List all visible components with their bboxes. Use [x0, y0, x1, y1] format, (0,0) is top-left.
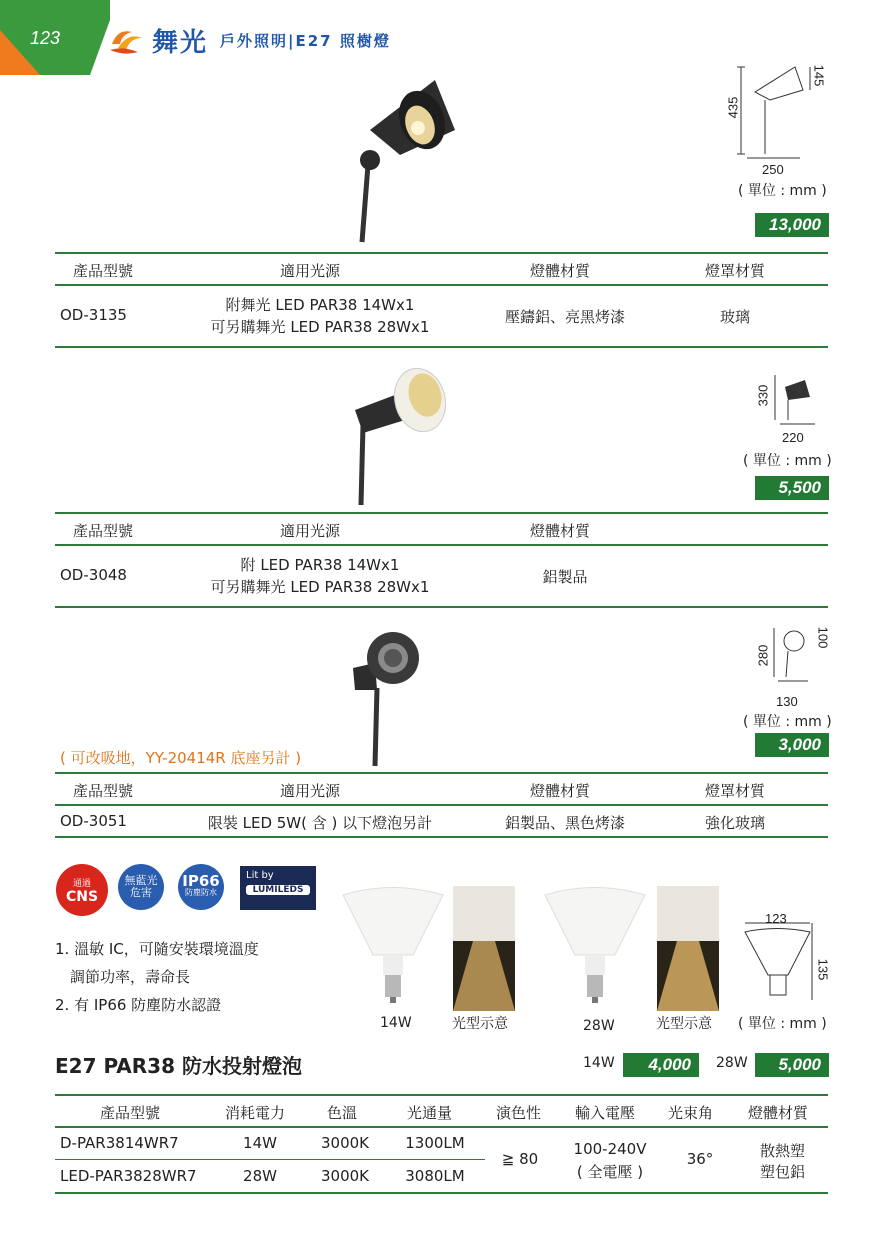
col-header: 演色性 [496, 1104, 542, 1122]
col-source: 適用光源 [280, 782, 341, 800]
model-cell: D-PAR3814WR7 [60, 1134, 179, 1152]
col-header: 光束角 [668, 1104, 714, 1122]
col-header: 燈體材質 [748, 1104, 809, 1122]
spotlight-image-od3135 [340, 70, 460, 250]
table-header [55, 252, 828, 286]
cns-top: 通過 [72, 878, 91, 889]
feature-item: 1. 溫敏 IC，可隨安裝環境溫度 [55, 940, 259, 958]
col-source: 適用光源 [280, 522, 341, 540]
feature-item: 調節功率，壽命長 [55, 968, 191, 986]
col-shade: 燈罩材質 [705, 782, 766, 800]
col-body: 燈體材質 [530, 522, 591, 540]
bulb-14w-label: 14W [380, 1015, 412, 1031]
table-row [55, 546, 828, 608]
col-source: 適用光源 [280, 262, 341, 280]
brand-logo-icon [108, 26, 146, 56]
col-model: 產品型號 [73, 262, 134, 280]
unit-label: ( 單位 : mm ) [743, 714, 832, 730]
price-tag: 13,000 [755, 213, 829, 237]
source-line-2: 可另購舞光 LED PAR38 28Wx1 [210, 578, 430, 596]
col-header: 消耗電力 [225, 1104, 286, 1122]
feature-list [55, 935, 259, 1019]
dim-height: 435 [725, 96, 741, 119]
shade-material: 強化玻璃 [704, 814, 765, 832]
bulb-dimension-drawing [740, 920, 815, 1010]
par38-table [55, 1094, 828, 1194]
par38-body [55, 1128, 828, 1194]
lumen-cell: 1300LM [405, 1134, 465, 1152]
ip66-badge [178, 864, 224, 910]
breadcrumb: 戶外照明|E27 照樹燈 [220, 32, 391, 50]
table-header [55, 1094, 828, 1128]
col-header: 光通量 [407, 1104, 453, 1122]
product-table-od3051 [55, 772, 828, 838]
table-row [55, 806, 828, 838]
dimension-drawing-od3048 [770, 372, 820, 427]
unit-label: ( 單位 : mm ) [738, 183, 827, 199]
beam-28w-label: 光型示意 [656, 1016, 712, 1032]
cns-label: CNS [65, 888, 99, 905]
bulb-28w-image [540, 885, 650, 1010]
dim-height-2: 145 [811, 64, 827, 87]
col-header: 色溫 [327, 1104, 358, 1122]
col-shade: 燈罩材質 [705, 262, 766, 280]
power-cell: 28W [243, 1167, 277, 1185]
row-divider [55, 1159, 485, 1160]
voltage-line-2: ( 全電壓 ) [576, 1163, 644, 1181]
spotlight-image-od3048 [345, 365, 455, 510]
dim-height: 280 [755, 644, 771, 667]
model-cell: LED-PAR3828WR7 [60, 1167, 197, 1185]
bulb-28w-label: 28W [583, 1018, 615, 1034]
dim-height: 330 [755, 384, 771, 407]
ip66-label: IP66 [182, 872, 220, 890]
bulb-unit-label: ( 單位 : mm ) [738, 1016, 827, 1032]
shade-material: 玻璃 [719, 308, 750, 326]
dimension-drawing-od3051 [770, 625, 810, 685]
price-28w-label: 28W [716, 1055, 748, 1071]
feature-item: 2. 有 IP66 防塵防水認證 [55, 996, 222, 1014]
beam-angle-cell: 36° [686, 1150, 714, 1168]
beam-14w-label: 光型示意 [452, 1016, 508, 1032]
mount-note: ( 可改吸地，YY-20414R 底座另計 ) [60, 749, 302, 767]
col-header: 產品型號 [100, 1104, 161, 1122]
lumen-cell: 3080LM [405, 1167, 465, 1185]
model-cell: OD-3135 [60, 306, 127, 324]
material-line-1: 散熱塑 [759, 1142, 805, 1160]
col-body: 燈體材質 [530, 782, 591, 800]
dim-width: 220 [782, 430, 804, 445]
price-14w-label: 14W [583, 1055, 615, 1071]
price-14w: 4,000 [623, 1053, 699, 1077]
dim-width: 250 [762, 162, 784, 177]
col-header: 輸入電壓 [575, 1104, 636, 1122]
lumileds-badge [240, 866, 316, 910]
brand-logo [108, 22, 391, 59]
source-line-2: 可另購舞光 LED PAR38 28Wx1 [210, 318, 430, 336]
voltage-line-1: 100-240V [573, 1140, 647, 1158]
cri-cell: ≧ 80 [501, 1150, 539, 1168]
ip66-sub: 防塵防水 [185, 888, 217, 897]
price-tag: 5,500 [755, 476, 829, 500]
model-cell: OD-3051 [60, 812, 127, 830]
product-table-od3135 [55, 252, 828, 348]
cns-badge [56, 864, 108, 916]
table-row [55, 286, 828, 348]
no-blue-light-badge: 無藍光 危害 [118, 864, 164, 910]
bulb-14w-image [338, 885, 448, 1010]
cct-cell: 3000K [320, 1167, 369, 1185]
dim-width: 130 [776, 694, 798, 709]
table-header [55, 512, 828, 546]
dim-height-2: 100 [815, 626, 831, 649]
price-tag: 3,000 [755, 733, 829, 757]
source-line-1: 附舞光 LED PAR38 14Wx1 [225, 296, 415, 314]
spotlight-image-od3051 [345, 628, 425, 768]
product-table-od3048 [55, 512, 828, 608]
cct-cell: 3000K [320, 1134, 369, 1152]
lumileds-label: LUMILEDS [246, 885, 310, 895]
col-model: 產品型號 [73, 782, 134, 800]
brand-name: 舞光 [152, 28, 209, 58]
table-header [55, 772, 828, 806]
beam-14w-image [453, 886, 515, 1011]
body-material: 鋁製品 [542, 568, 588, 586]
par38-title: E27 PAR38 防水投射燈泡 [55, 1054, 302, 1078]
bulb-dim-height: 135 [815, 958, 831, 981]
price-28w: 5,000 [755, 1053, 829, 1077]
body-material: 鋁製品、黑色烤漆 [504, 814, 625, 832]
material-line-2: 塑包鋁 [759, 1163, 805, 1181]
page-number: 123 [30, 28, 61, 48]
bulb-dim-width: 123 [765, 911, 787, 926]
model-cell: OD-3048 [60, 566, 127, 584]
col-body: 燈體材質 [530, 262, 591, 280]
source-line-1: 限裝 LED 5W( 含 ) 以下燈泡另計 [207, 814, 433, 832]
body-material: 壓鑄鋁、亮黑烤漆 [504, 308, 625, 326]
source-line-1: 附 LED PAR38 14Wx1 [240, 556, 400, 574]
power-cell: 14W [243, 1134, 277, 1152]
col-model: 產品型號 [73, 522, 134, 540]
lumileds-top: Lit by [246, 870, 274, 881]
unit-label: ( 單位 : mm ) [743, 453, 832, 469]
beam-28w-image [657, 886, 719, 1011]
